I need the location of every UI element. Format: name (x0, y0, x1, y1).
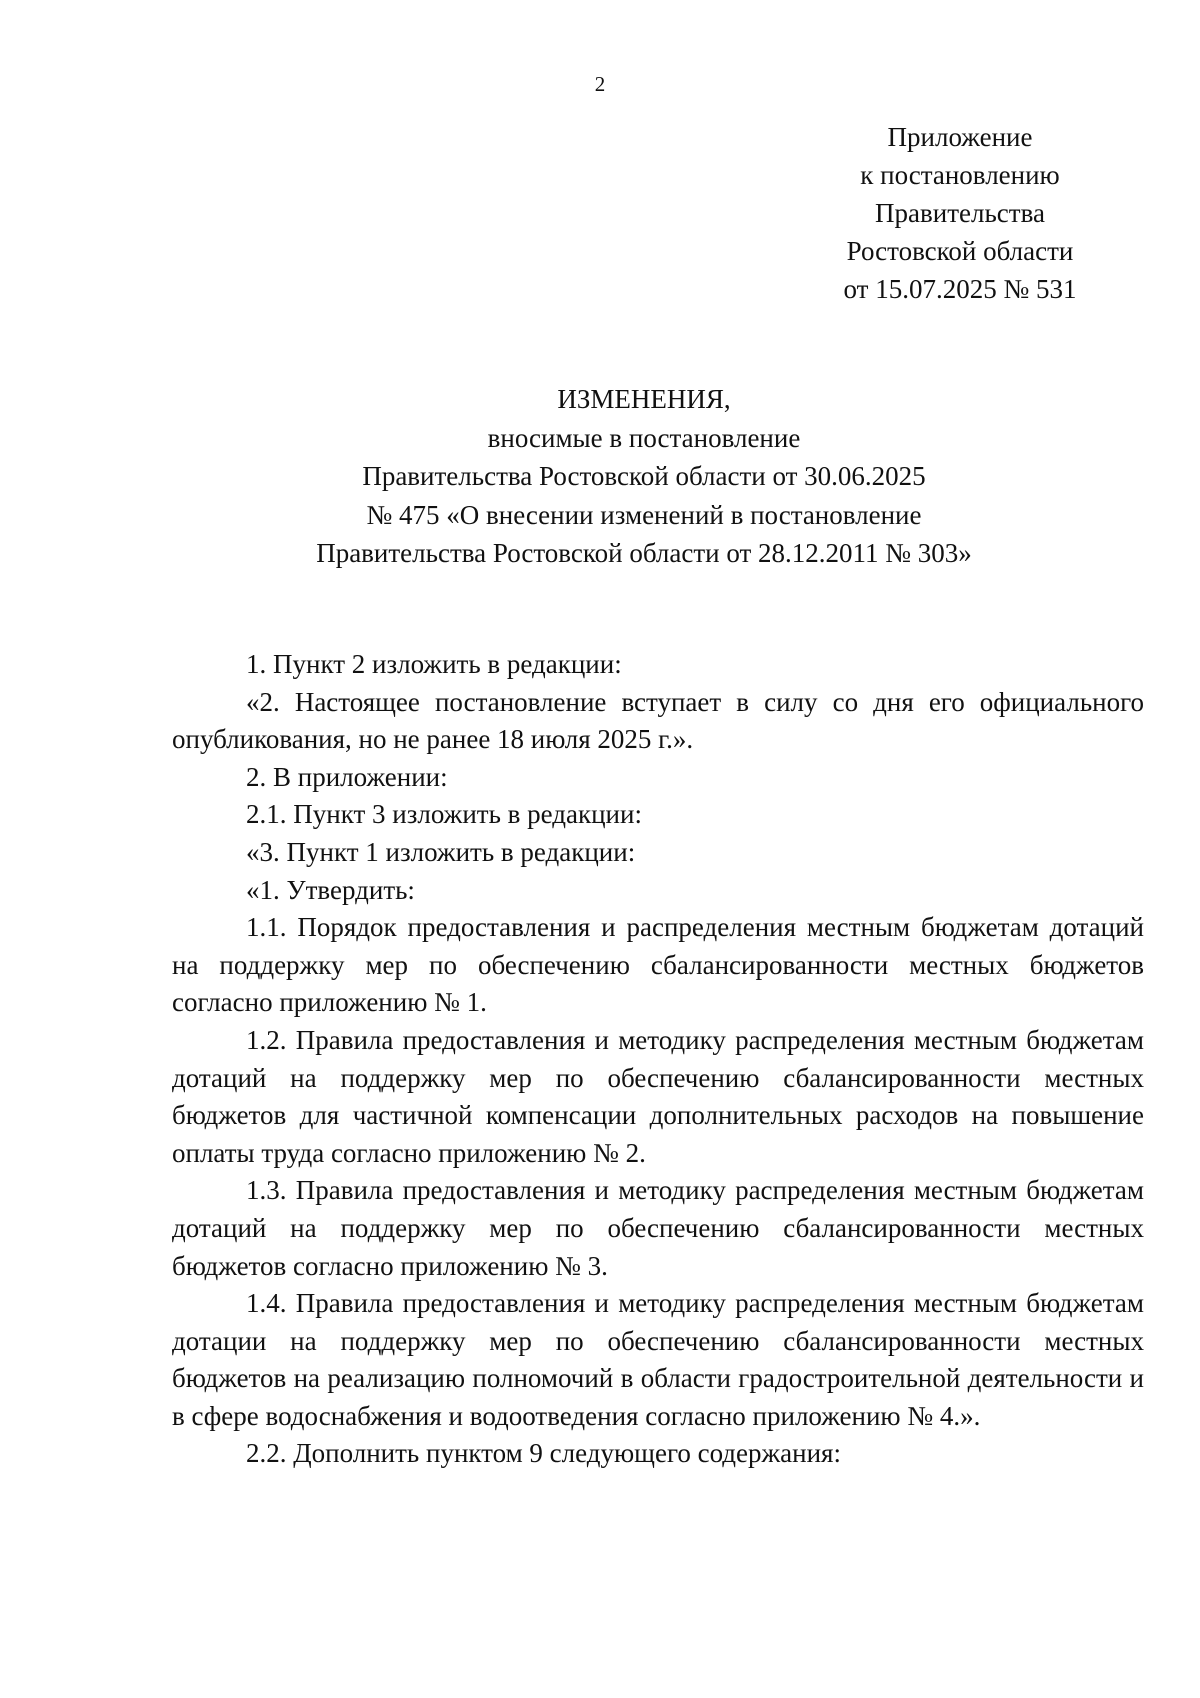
paragraph-1: 1. Пункт 2 изложить в редакции: (246, 649, 622, 679)
appendix-line: от 15.07.2025 № 531 (843, 274, 1077, 304)
paragraph-quote-2: «2. Настоящее постановление вступает в силу со дня его официального опубликования, но не ранее 18 июля 2025 г.». (172, 686, 1144, 755)
title-line: вносимые в постановление (487, 422, 801, 453)
paragraph-quote-1: «1. Утвердить: (246, 874, 415, 905)
appendix-line: Ростовской области (846, 236, 1074, 266)
appendix-line: Правительства (875, 198, 1045, 228)
title-line: Правительства Ростовской области от 30.06.2025 (362, 461, 926, 491)
title-line: Правительства Ростовской области от 28.12.2011 № 303» (316, 538, 972, 568)
paragraph-1-4: 1.4. Правила предоставления и методику распределения местным бюджетам дотации на поддержку мер по обеспечению сбалансированности местных бюджетов на реализацию полномочий в области градостроительной деятельности и в сфере водоснабжения и водоотведения согласно приложению № 4.». (172, 1288, 1144, 1431)
title-heading: ИЗМЕНЕНИЯ, (557, 384, 731, 414)
title-line: № 475 «О внесении изменений в постановление (366, 499, 922, 530)
appendix-line: к постановлению (860, 160, 1060, 190)
paragraph-1-2: 1.2. Правила предоставления и методику распределения местным бюджетам дотаций на поддержку мер по обеспечению сбалансированности местных бюджетов для частичной компенсации дополнительных расходов на повышение оплаты труда согласно приложению № 2. (172, 1024, 1144, 1168)
appendix-reference (820, 118, 1100, 308)
paragraph-1-1: 1.1. Порядок предоставления и распределения местным бюджетам дотаций на поддержку мер по обеспечению сбалансированности местных бюджетов согласно приложению № 1. (172, 912, 1144, 1018)
document-body (172, 646, 1144, 1473)
page-number: 2 (594, 72, 606, 96)
document-title (172, 380, 1116, 573)
paragraph-2: 2. В приложении: (246, 761, 448, 792)
paragraph-2-1: 2.1. Пункт 3 изложить в редакции: (246, 799, 642, 830)
appendix-line: Приложение (887, 122, 1033, 152)
paragraph-1-3: 1.3. Правила предоставления и методику распределения местным бюджетам дотаций на поддержку мер по обеспечению сбалансированности местных бюджетов согласно приложению № 3. (172, 1175, 1144, 1281)
paragraph-2-2: 2.2. Дополнить пунктом 9 следующего содержания: (246, 1438, 841, 1469)
paragraph-quote-3: «3. Пункт 1 изложить в редакции: (246, 836, 636, 867)
